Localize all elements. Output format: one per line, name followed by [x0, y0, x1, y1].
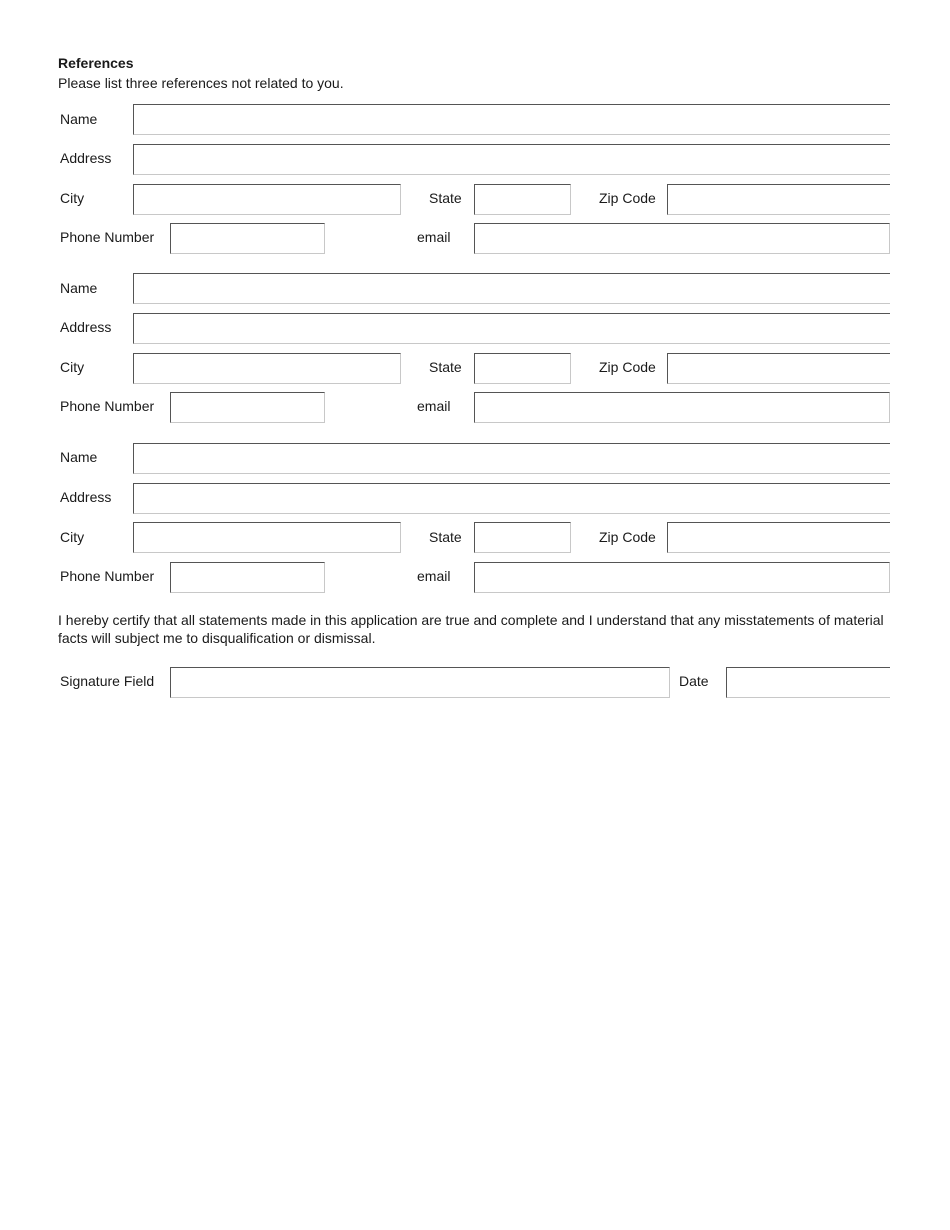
address-label: Address — [60, 319, 112, 335]
reference-1-state-input[interactable] — [474, 184, 571, 215]
section-instructions: Please list three references not related to you. — [58, 75, 344, 91]
email-label: email — [417, 568, 451, 584]
email-label: email — [417, 229, 451, 245]
address-label: Address — [60, 150, 112, 166]
phone-label: Phone Number — [60, 229, 155, 245]
reference-1-name-input[interactable] — [133, 104, 890, 135]
date-input[interactable] — [726, 667, 890, 698]
name-label: Name — [60, 111, 98, 127]
zip-label: Zip Code — [599, 359, 656, 375]
zip-label: Zip Code — [599, 190, 656, 206]
signature-label: Signature Field — [60, 673, 155, 689]
reference-2-address-input[interactable] — [133, 313, 890, 344]
name-label: Name — [60, 280, 98, 296]
state-label: State — [429, 359, 462, 375]
reference-3-address-input[interactable] — [133, 483, 890, 514]
reference-2-city-input[interactable] — [133, 353, 401, 384]
reference-1-phone-input[interactable] — [170, 223, 325, 254]
zip-label: Zip Code — [599, 529, 656, 545]
reference-3-zip-input[interactable] — [667, 522, 890, 553]
reference-3-city-input[interactable] — [133, 522, 401, 553]
address-label: Address — [60, 489, 112, 505]
state-label: State — [429, 529, 462, 545]
reference-3-state-input[interactable] — [474, 522, 571, 553]
phone-label: Phone Number — [60, 568, 155, 584]
signature-input[interactable] — [170, 667, 670, 698]
reference-1-zip-input[interactable] — [667, 184, 890, 215]
reference-1-email-input[interactable] — [474, 223, 890, 254]
email-label: email — [417, 398, 451, 414]
city-label: City — [60, 190, 85, 206]
section-title: References — [58, 55, 134, 71]
reference-3-email-input[interactable] — [474, 562, 890, 593]
reference-2-phone-input[interactable] — [170, 392, 325, 423]
city-label: City — [60, 529, 85, 545]
reference-1-address-input[interactable] — [133, 144, 890, 175]
reference-1-city-input[interactable] — [133, 184, 401, 215]
reference-2-name-input[interactable] — [133, 273, 890, 304]
phone-label: Phone Number — [60, 398, 155, 414]
reference-2-zip-input[interactable] — [667, 353, 890, 384]
reference-2-email-input[interactable] — [474, 392, 890, 423]
reference-3-name-input[interactable] — [133, 443, 890, 474]
date-label: Date — [679, 673, 709, 689]
state-label: State — [429, 190, 462, 206]
city-label: City — [60, 359, 85, 375]
certification-statement: I hereby certify that all statements made in this application are true and complete and I understand that any misstatements of material facts will subject me to disqualification or dismissal. — [58, 612, 884, 646]
name-label: Name — [60, 449, 98, 465]
reference-2-state-input[interactable] — [474, 353, 571, 384]
reference-3-phone-input[interactable] — [170, 562, 325, 593]
